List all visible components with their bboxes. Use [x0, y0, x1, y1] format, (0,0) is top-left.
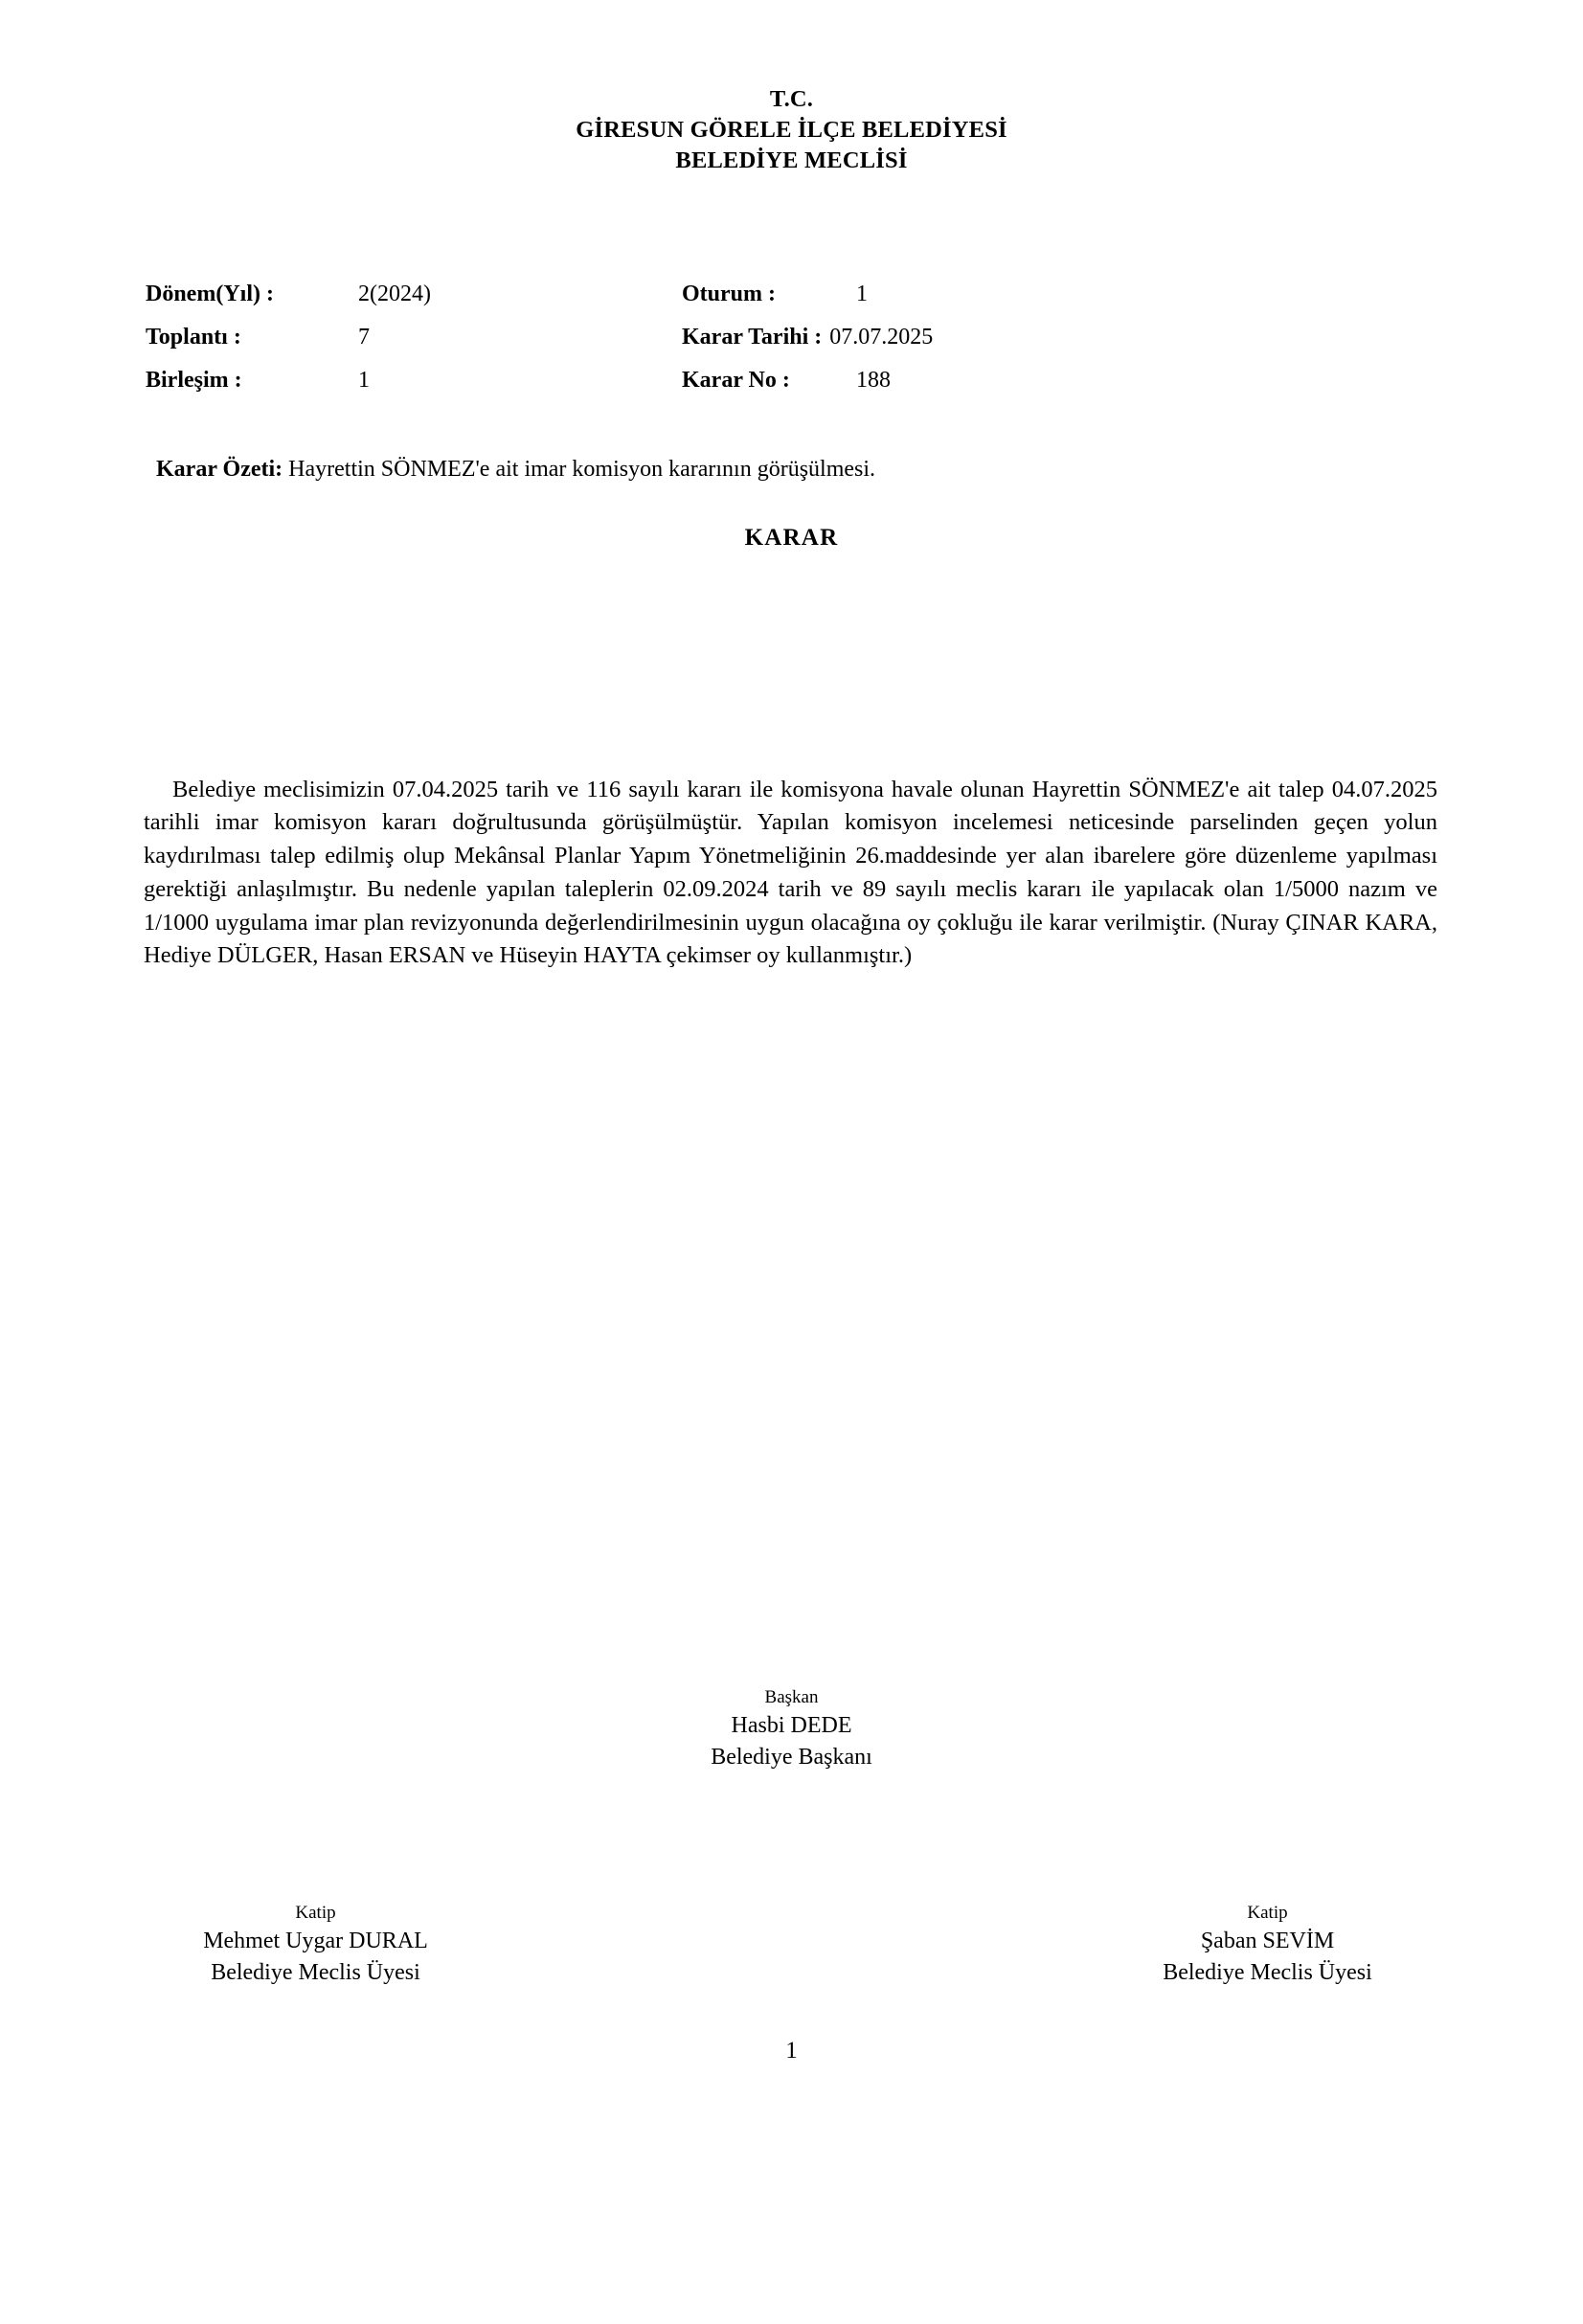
decision-title: KARAR [744, 524, 839, 551]
document-page [0, 84, 1583, 2324]
meta-karar-tarihi-value: 07.07.2025 [829, 324, 934, 350]
meta-karar-tarihi-label: Karar Tarihi : [682, 324, 823, 350]
clerk-right-name: Şaban SEVİM [1200, 1929, 1335, 1954]
clerk-right-title: Belediye Meclis Üyesi [1163, 1960, 1372, 1986]
meta-oturum-value: 1 [856, 281, 868, 306]
meta-block [0, 282, 1583, 411]
meta-karar-no [682, 368, 891, 394]
meta-birlesim-label: Birleşim : [146, 367, 242, 393]
president-name: Hasbi DEDE [731, 1713, 852, 1739]
meta-row-3 [146, 368, 1437, 411]
signature-clerk-left [0, 1901, 794, 1989]
meta-row-2 [146, 325, 1437, 368]
meta-row-1 [146, 282, 1437, 325]
meta-oturum-label: Oturum : [682, 281, 776, 306]
header-line-tc: T.C. [769, 86, 814, 112]
document-header [0, 84, 1583, 176]
meta-donem-label: Dönem(Yıl) : [146, 281, 274, 306]
clerk-right-role: Katip [1247, 1903, 1288, 1923]
decision-summary-text: Hayrettin SÖNMEZ'e ait imar komisyon kararının görüşülmesi. [283, 456, 876, 482]
decision-summary [0, 457, 1583, 483]
meta-oturum [682, 282, 868, 307]
page-number: 1 [785, 2038, 798, 2064]
decision-summary-label: Karar Özeti: [156, 456, 283, 482]
president-title: Belediye Başkanı [711, 1745, 872, 1771]
clerk-left-title: Belediye Meclis Üyesi [211, 1960, 420, 1986]
meta-karar-tarihi [682, 325, 933, 350]
decision-body: Belediye meclisimizin 07.04.2025 tarih ve 116 sayılı kararı ile komisyona havale olunan Hayrettin SÖNMEZ'e ait talep 04.07.2025 tarihli imar komisyon kararı doğrultusunda görüşülmüştür. Yapılan komisyon incelemesi neticesinde parselinden geçen yolun kaydırılması talep edilmiş olup Mekânsal Planlar Yapım Yönetmeliğinin 26.maddesinde yer alan ibarelere göre düzenleme yapılması gerektiği anlaşılmıştır. Bu nedenle yapılan taleplerin 02.09.2024 tarih ve 89 sayılı meclis kararı ile yapılacak olan 1/5000 nazım ve 1/1000 uygulama imar plan revizyonunda değerlendirilmesinin uygun olacağına oy çokluğu ile karar verilmiştir. (Nuray ÇINAR KARA, Hediye DÜLGER, Hasan ERSAN ve Hüseyin HAYTA çekimser oy kullanmıştır.) [144, 776, 1437, 969]
meta-birlesim-value: 1 [358, 367, 370, 393]
meta-birlesim [146, 368, 682, 394]
header-line-council: BELEDİYE MECLİSİ [675, 147, 908, 173]
meta-karar-no-value: 188 [856, 367, 891, 393]
meta-toplanti-label: Toplantı : [146, 324, 241, 350]
signature-clerks [0, 1901, 1583, 1989]
meta-toplanti-value: 7 [358, 324, 370, 350]
signature-clerk-right [794, 1901, 1583, 1989]
signature-president [0, 1685, 1583, 1773]
clerk-left-role: Katip [295, 1903, 336, 1923]
meta-toplanti [146, 325, 682, 350]
meta-karar-no-label: Karar No : [682, 367, 790, 393]
meta-donem [146, 282, 682, 307]
meta-donem-value: 2(2024) [358, 281, 431, 306]
header-line-municipality: GİRESUN GÖRELE İLÇE BELEDİYESİ [576, 116, 1007, 143]
president-role: Başkan [764, 1687, 819, 1707]
clerk-left-name: Mehmet Uygar DURAL [203, 1929, 428, 1954]
